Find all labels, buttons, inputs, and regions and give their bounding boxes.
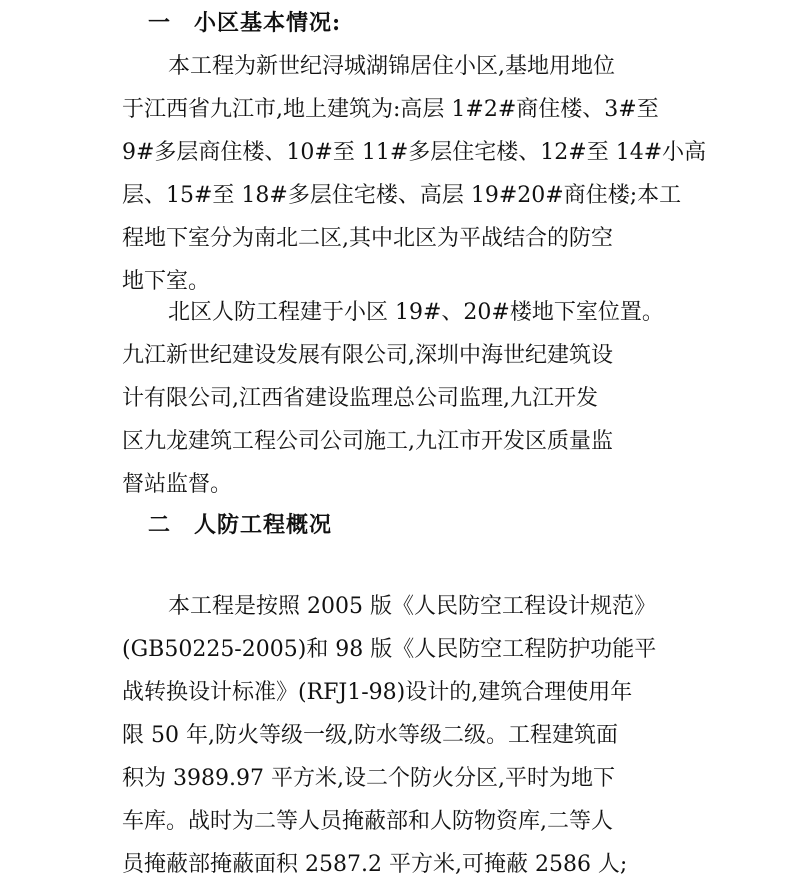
text-line: 北区人防工程建于小区 19#、20#楼地下室位置。 — [168, 300, 664, 325]
text-line: 层、15#至 18#多层住宅楼、高层 19#20#商住楼;本工 — [122, 183, 682, 208]
text-line: 计有限公司,江西省建设监理总公司监理,九江开发 — [122, 386, 598, 411]
text-line: 督站监督。 — [122, 472, 233, 497]
text-line: 员掩蔽部掩蔽面积 2587.2 平方米,可掩蔽 2586 人; — [122, 852, 628, 877]
text-line: 程地下室分为南北二区,其中北区为平战结合的防空 — [122, 226, 613, 251]
text-line: (GB50225-2005)和 98 版《人民防空工程防护功能平 — [122, 637, 657, 662]
text-line: 本工程为新世纪浔城湖锦居住小区,基地用地位 — [168, 54, 615, 79]
paragraph-1 — [122, 45, 707, 303]
section-title: 小区基本情况: — [194, 10, 342, 36]
text-line: 战转换设计标准》(RFJ1-98)设计的,建筑合理使用年 — [122, 680, 633, 705]
text-line: 积为 3989.97 平方米,设二个防火分区,平时为地下 — [122, 766, 615, 791]
section-number: 二 — [148, 512, 172, 538]
section-number: 一 — [148, 10, 172, 36]
text-line: 区九龙建筑工程公司公司施工,九江市开发区质量监 — [122, 429, 613, 454]
paragraph-3 — [122, 585, 682, 886]
section-title: 人防工程概况 — [194, 512, 333, 538]
text-line: 地下室。 — [122, 269, 211, 294]
section-heading-1 — [148, 6, 341, 37]
text-line: 九江新世纪建设发展有限公司,深圳中海世纪建筑设 — [122, 343, 613, 368]
text-line: 车库。战时为二等人员掩蔽部和人防物资库,二等人 — [122, 809, 613, 834]
section-heading-2 — [148, 508, 332, 539]
paragraph-2 — [122, 291, 682, 506]
text-line: 限 50 年,防火等级一级,防水等级二级。工程建筑面 — [122, 723, 618, 748]
text-line: 9#多层商住楼、10#至 11#多层住宅楼、12#至 14#小高 — [122, 140, 707, 165]
text-line: 于江西省九江市,地上建筑为:高层 1#2#商住楼、3#至 — [122, 97, 659, 122]
text-line: 本工程是按照 2005 版《人民防空工程设计规范》 — [168, 594, 656, 619]
